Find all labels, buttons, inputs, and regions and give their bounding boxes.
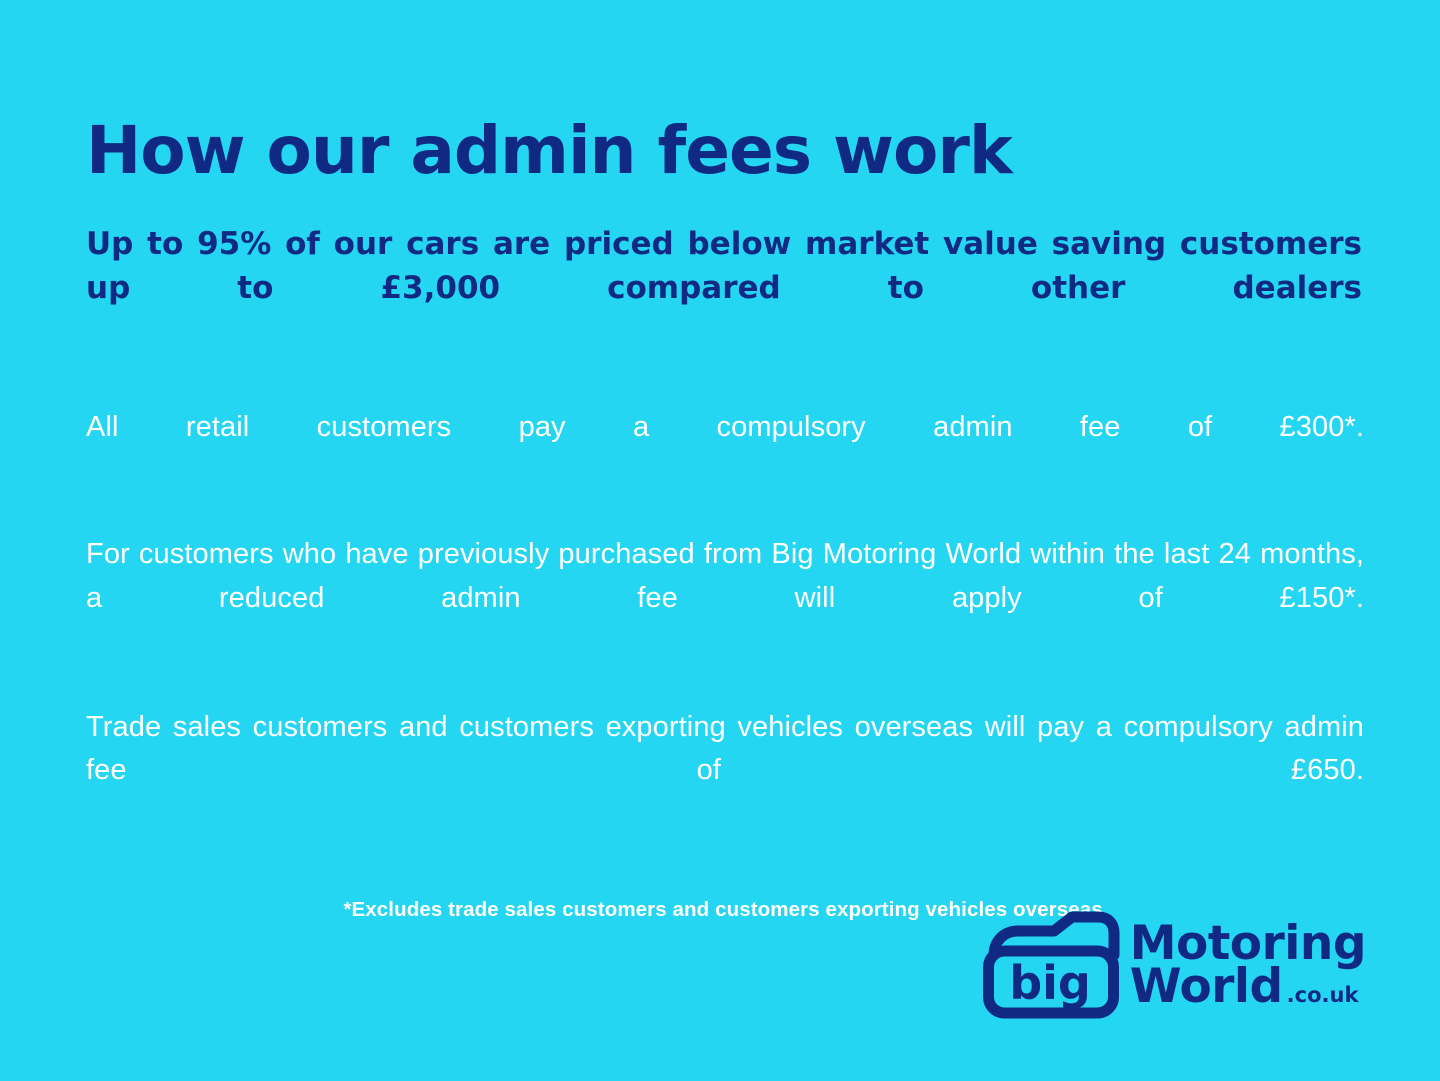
svg-text:big: big [1008,956,1091,1010]
body-paragraph-3: Trade sales customers and customers exporting vehicles overseas will pay a compulsory admin fee of £650. [86,710,1364,787]
brand-logo [980,911,1366,1019]
brand-wordmark [1129,915,1366,1014]
brand-tld: .co.uk [1286,983,1359,1007]
page-title: How our admin fees work [86,112,1012,189]
content-block [86,0,1366,922]
big-car-logo-icon [980,911,1120,1019]
brand-word-motoring: Motoring [1129,915,1366,971]
footnote-text: *Excludes trade sales customers and customers exporting vehicles overseas. [343,898,1109,922]
brand-word-world-row [1129,959,1366,1014]
subheading-text: Up to 95% of our cars are priced below market value saving customers up to £3,000 compared to other dealers [86,226,1362,307]
brand-word-world: World [1129,959,1283,1014]
body-paragraph-1: All retail customers pay a compulsory admin fee of £300*. [86,411,1364,444]
body-paragraph-2: For customers who have previously purchased from Big Motoring World within the last 24 months, a reduced admin fee will apply of £150*. [86,538,1364,614]
